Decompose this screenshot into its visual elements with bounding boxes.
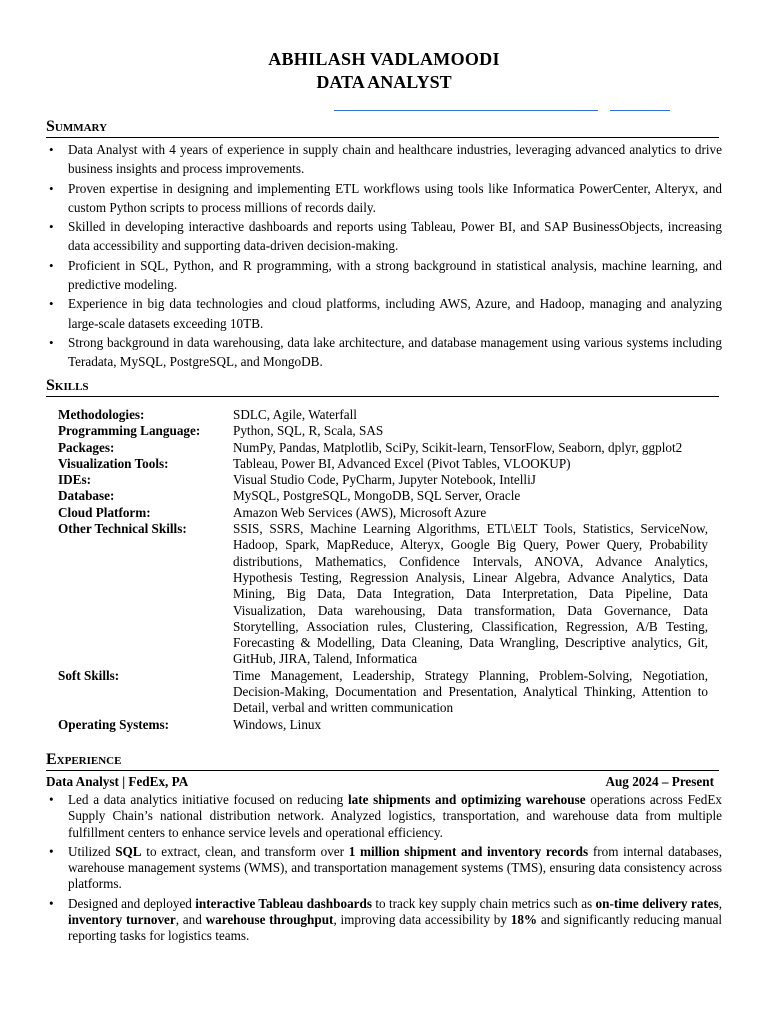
summary-item: • Proven expertise in designing and implementing ETL workflows using tools like Informatica PowerCenter, Alteryx, and custom Python scripts to process millions of records daily. xyxy=(46,179,722,218)
skill-value: SDLC, Agile, Waterfall xyxy=(233,407,357,422)
skill-value: Time Management, Leadership, Strategy Planning, Problem-Solving, Negotiation, Decision-Making, Documentation and Presentation, Analytical Thinking, Attention to Detail, verbal and written communication xyxy=(233,667,708,716)
skill-value: Visual Studio Code, PyCharm, Jupyter Notebook, IntelliJ xyxy=(233,472,536,488)
skill-value: Tableau, Power BI, Advanced Excel (Pivot Tables, VLOOKUP) xyxy=(233,455,571,471)
skills-heading: Skills xyxy=(46,377,719,397)
skill-row xyxy=(58,440,708,456)
bold-text: on-time delivery rates xyxy=(595,895,719,911)
skill-row xyxy=(58,423,708,439)
experience-bullet xyxy=(46,792,722,841)
bold-text: late shipments and optimizing warehouse xyxy=(347,792,586,807)
skill-value: NumPy, Pandas, Matplotlib, SciPy, Scikit-learn, TensorFlow, Seaborn, dplyr, ggplot2 xyxy=(233,439,683,455)
text-run: operations across FedEx Supply Chain’s national distribution network. Analyzed logistics, transportation, and warehouse data from multiple fulfillment centers to enhance service levels and operational efficiency. xyxy=(68,792,722,840)
skill-value: SSIS, SSRS, Machine Learning Algorithms, ETL\ELT Tools, Statistics, ServiceNow, Hadoop, Spark, MapReduce, Alteryx, Google Big Query, Power Query, Probability distributions, Mathematics, Confidence Intervals, ANOVA, Advance Analytics, Hypothesis Testing, Regression Analysis, Linear Algebra, Advance Analytics, Data Mining, Big Data, Data Integration, Data Interpretation, Data Pipeline, Data Visualization, Data warehousing, Data transformation, Data Governance, Data Storytelling, Association rules, Clustering, Classification, Regression, A/B Testing, Forecasting & Modelling, Data Cleaning, Data Wrangling, Descriptive analytics, Git, GitHub, JIRA, Talend, Informatica xyxy=(233,521,708,667)
bold-text: 1 million shipment and inventory records xyxy=(348,843,589,859)
bold-text: SQL xyxy=(115,843,142,859)
text-run: Utilized xyxy=(68,843,116,859)
summary-heading: Summary xyxy=(46,118,719,138)
candidate-name: ABHILASH VADLAMOODI xyxy=(268,49,500,69)
skill-value: Windows, Linux xyxy=(233,716,322,732)
summary-item: • Experience in big data technologies and cloud platforms, including AWS, Azure, and Hadoop, managing and analyzing large-scale datasets exceeding 10TB. xyxy=(46,294,722,333)
skill-value: Python, SQL, R, Scala, SAS xyxy=(233,423,384,439)
skill-label: Methodologies: xyxy=(58,407,145,422)
skill-label: IDEs: xyxy=(58,472,91,488)
experience-bullet xyxy=(46,844,722,893)
bold-text: inventory turnover xyxy=(68,912,176,928)
skill-label: Operating Systems: xyxy=(58,716,169,732)
skill-label: Packages: xyxy=(58,439,115,455)
text-run: Led a data analytics initiative focused on reducing xyxy=(68,792,348,807)
skill-value: Amazon Web Services (AWS), Microsoft Azure xyxy=(233,504,487,520)
bold-text: interactive Tableau dashboards xyxy=(195,895,372,911)
text-run: to extract, clean, and transform over xyxy=(141,843,349,859)
text-run: to track key supply chain metrics such as xyxy=(371,895,596,911)
skill-row xyxy=(58,488,708,504)
skill-row xyxy=(58,505,708,521)
skills-table xyxy=(58,407,708,733)
job-header xyxy=(46,774,714,790)
summary-item: • Strong background in data warehousing, data lake architecture, and database management using various systems including Teradata, MySQL, PostgreSQL, and MongoDB. xyxy=(46,333,722,372)
skill-row xyxy=(58,407,708,423)
skill-row xyxy=(58,521,708,668)
text-run: Designed and deployed xyxy=(68,895,196,911)
summary-list xyxy=(46,140,722,372)
summary-item: • Skilled in developing interactive dashboards and reports using Tableau, Power BI, and SAP BusinessObjects, increasing data accessibility and supporting data-driven decision-making. xyxy=(46,217,722,256)
candidate-role: DATA ANALYST xyxy=(316,72,452,92)
summary-item: • Data Analyst with 4 years of experience in supply chain and healthcare industries, leveraging advanced analytics to drive business insights and process improvements. xyxy=(46,140,722,179)
skill-label: Soft Skills: xyxy=(58,667,120,683)
skill-label: Visualization Tools: xyxy=(58,455,169,471)
summary-item: • Proficient in SQL, Python, and R programming, with a strong background in statistical analysis, machine learning, and predictive modeling. xyxy=(46,256,722,295)
experience-list xyxy=(46,792,722,948)
text-run: , improving data accessibility by xyxy=(333,912,511,928)
skill-label: Cloud Platform: xyxy=(58,504,151,520)
experience-heading: Experience xyxy=(46,751,719,771)
bold-text: 18% xyxy=(510,912,538,928)
text-run: , xyxy=(718,895,723,911)
skill-label: Database: xyxy=(58,488,115,504)
skill-row xyxy=(58,717,708,733)
skill-value: MySQL, PostgreSQL, MongoDB, SQL Server, Oracle xyxy=(233,488,521,504)
job-title: Data Analyst | FedEx, PA xyxy=(46,774,189,789)
job-dates: Aug 2024 – Present xyxy=(605,774,714,789)
skill-row xyxy=(58,456,708,472)
text-run: from internal databases, warehouse management systems (WMS), and transportation management systems (TMS), ensuring data consistency across platforms. xyxy=(68,843,722,892)
bold-text: warehouse throughput xyxy=(205,912,334,928)
text-run: , and xyxy=(175,912,206,928)
skill-row xyxy=(58,472,708,488)
skill-row xyxy=(58,668,708,717)
contact-link-underline[interactable] xyxy=(334,110,598,111)
skill-label: Programming Language: xyxy=(58,423,201,439)
contact-link-underline-2[interactable] xyxy=(610,110,670,111)
skill-label: Other Technical Skills: xyxy=(58,521,187,537)
experience-bullet xyxy=(46,896,722,945)
text-run: and significantly reducing manual reporting tasks for logistics teams. xyxy=(68,912,722,944)
